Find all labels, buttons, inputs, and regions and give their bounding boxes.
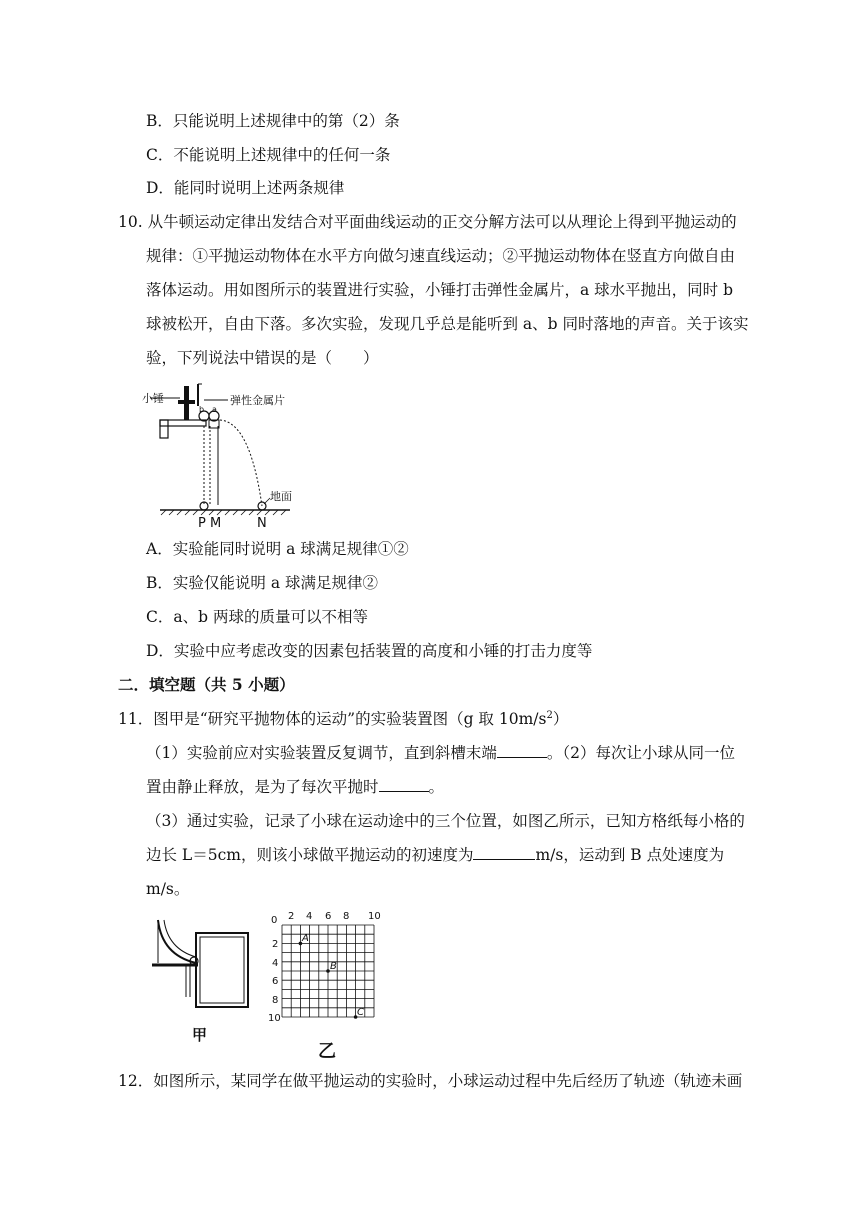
grid-top-tick-2: 2 — [288, 911, 295, 922]
fig-yi-label: 乙 — [318, 1041, 336, 1062]
ball-a-label: a — [212, 405, 217, 414]
section-title: 二．填空题（共 5 小题） — [118, 675, 295, 694]
point-p-label: P — [198, 516, 206, 530]
grid-top-tick-8: 8 — [343, 911, 350, 922]
point-m-label: M — [210, 516, 222, 530]
q11-part3-end: m/s。 — [146, 880, 190, 898]
grid-left-tick-4: 4 — [272, 958, 279, 969]
q11-part3: （3）通过实验，记录了小球在运动途中的三个位置，如图乙所示，已知方格纸每小格的 — [146, 812, 745, 830]
fig-jia-label: 甲 — [192, 1026, 208, 1044]
q10-stem-line5: 验，下列说法中错误的是（ ） — [146, 349, 379, 367]
q9-option-d: D．能同时说明上述两条规律 — [146, 179, 345, 197]
answer-blank-2[interactable] — [379, 777, 429, 792]
ball-b-label: b — [199, 405, 205, 414]
grid-top-tick-6: 6 — [325, 911, 332, 922]
point-b-label: B — [330, 961, 337, 972]
q11-part3-cont: 边长 L＝5cm，则该小球做平抛运动的初速度为 m/s，运动到 B 点处速度为 — [146, 846, 725, 864]
q9-option-c: C．不能说明上述规律中的任何一条 — [146, 146, 391, 164]
grid-tick-0: 0 — [271, 915, 278, 926]
q11-stem: 11．图甲是“研究平抛物体的运动”的实验装置图（g 取 $10m/s^2$） — [118, 709, 569, 728]
q10-option-b: B．实验仅能说明 a 球满足规律② — [146, 574, 378, 592]
q10-stem-line4: 球被松开，自由下落。多次实验，发现几乎总是能听到 a、b 同时落地的声音。关于该实 — [146, 315, 749, 333]
grid-left-tick-10: 10 — [268, 1013, 281, 1024]
answer-blank-3[interactable] — [473, 845, 535, 860]
point-n-label: N — [257, 516, 267, 530]
q11-part1: （1）实验前应对实验装置反复调节，直到斜槽末端 。（2）每次让小球从同一位 — [146, 744, 735, 762]
q10-stem-line2: 规律：①平抛运动物体在水平方向做匀速直线运动；②平抛运动物体在竖直方向做自由 — [146, 247, 736, 265]
q10-stem-line1: 10. 从牛顿运动定律出发结合对平面曲线运动的正交分解方法可以从理论上得到平抛运动的 — [118, 213, 737, 231]
q9-option-b: B．只能说明上述规律中的第（2）条 — [146, 112, 400, 130]
q10-option-d: D．实验中应考虑改变的因素包括装置的高度和小锤的打击力度等 — [146, 642, 593, 660]
q11-figure-yi — [268, 905, 388, 1065]
grid-left-tick-8: 8 — [272, 995, 279, 1006]
answer-blank-1[interactable] — [497, 743, 547, 758]
grid-top-tick-4: 4 — [306, 911, 313, 922]
q11-figure-jia — [150, 915, 260, 1055]
q10-option-a: A．实验能同时说明 a 球满足规律①② — [146, 540, 409, 558]
grid-left-tick-6: 6 — [272, 976, 279, 987]
ground-label: 地面 — [270, 490, 292, 503]
point-c-label: C — [357, 1007, 364, 1018]
point-a-label: A — [302, 933, 309, 944]
hammer-label: 小锤 — [142, 392, 164, 405]
q10-apparatus-figure — [140, 380, 315, 530]
grid-top-tick-10: 10 — [368, 911, 381, 922]
plate-label: 弹性金属片 — [230, 394, 285, 407]
q11-part2: 置由静止释放，是为了每次平抛时 。 — [146, 778, 445, 796]
q10-option-c: C．a、b 两球的质量可以不相等 — [146, 608, 368, 626]
q10-stem-line3: 落体运动。用如图所示的装置进行实验，小锤打击弹性金属片，a 球水平抛出，同时 b — [146, 281, 734, 299]
q12-stem-line1: 12．如图所示，某同学在做平抛运动的实验时，小球运动过程中先后经历了轨迹（轨迹未画 — [118, 1072, 743, 1090]
grid-left-tick-2: 2 — [272, 939, 279, 950]
